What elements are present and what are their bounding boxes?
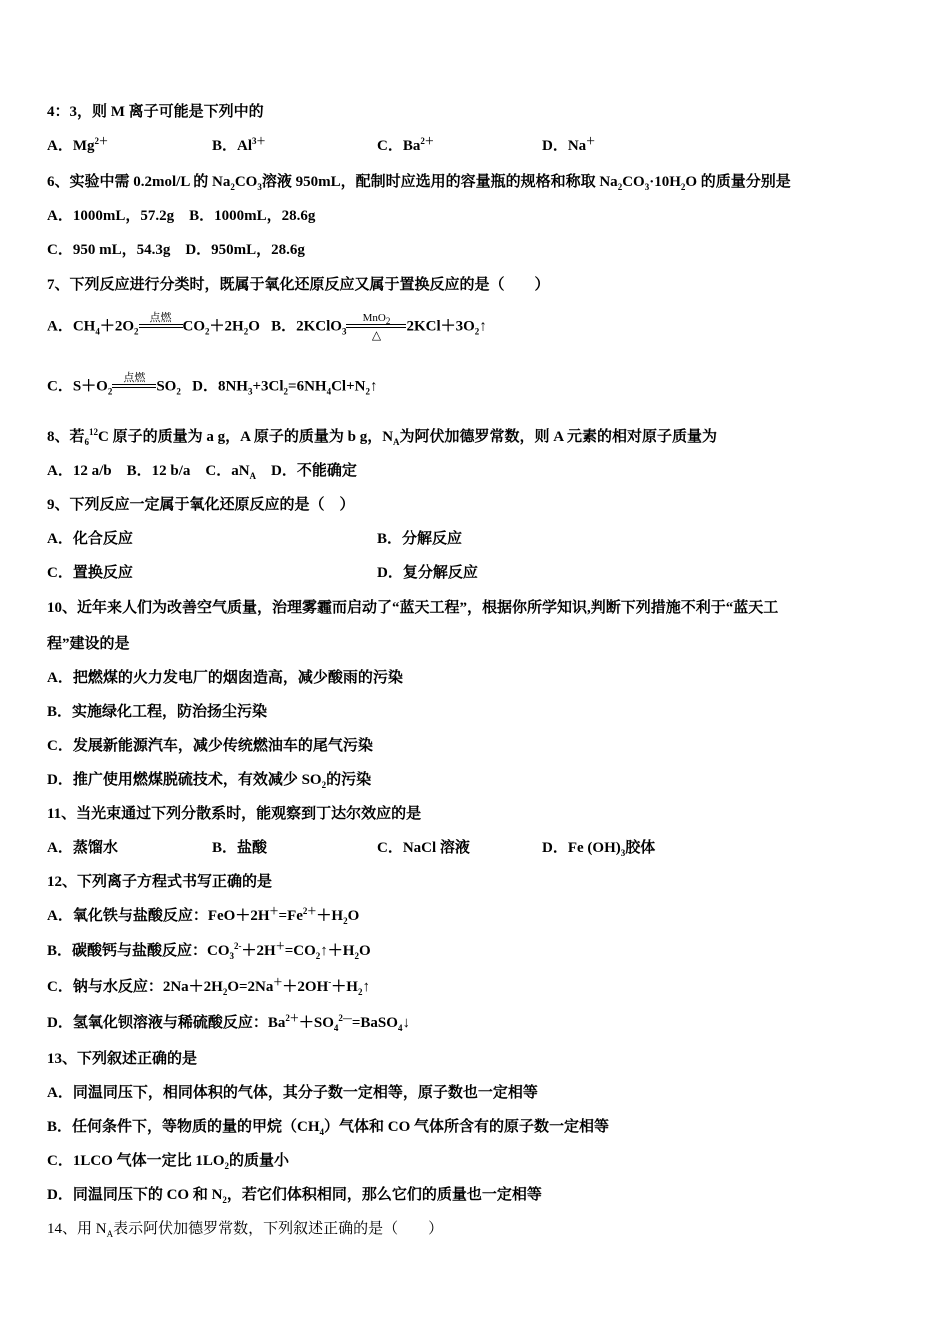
q12-option-b: B．碳酸钙与盐酸反应：$CO_3^{2-}+2H^+=CO_2↑+H_2O$ [47,941,371,961]
q10-stem-line2: 程”建设的是 [47,636,130,652]
q6-options-cd: C．950 mL，54.3g D．950mL，28.6g [47,242,305,258]
q5-option-b: B．$Al^{3+}$ [212,136,266,154]
q12-option-a: A．氧化铁与盐酸反应：$FeO+2H^+=Fe^{2+}+H_2O$ [47,906,360,926]
q12-stem: 12、下列离子方程式书写正确的是 [47,874,273,890]
q12-option-d: D．氢氧化钡溶液与稀硫酸反应：$Ba^{2+}+SO_4^{2—}=BaSO_4↓$ [47,1013,410,1033]
q11-option-d: D．Fe $(OH)_3$胶体 [542,840,656,858]
q10-option-b: B．实施绿化工程，防治扬尘污染 [47,704,268,720]
q13-option-b: B．任何条件下，等物质的量的甲烷$(CH_4)$气体和 CO 气体所含有的原子数一定相等 [47,1119,610,1137]
q13-option-a: A．同温同压下，相同体积的气体，其分子数一定相等，原子数也一定相等 [47,1085,538,1101]
q8-options: A．12 a/b B．12 b/a C．$aN_A$ D．不能确定 [47,463,357,481]
q5-stem-tail: 4：3，则 M 离子可能是下列中的 [47,104,264,120]
q6-stem: 6、实验中需 0.2mol/L 的 $Na_2CO_3$溶液 950mL，配制时应选用的容量瓶的规格和称取 $Na_2CO_3\cdot 10H_2O$ 的质量分别是 [47,174,791,192]
q5-option-c: C．$Ba^{2+}$ [377,136,434,154]
q9-option-b: B．分解反应 [377,531,463,547]
q10-stem-line1: 10、近年来人们为改善空气质量，治理雾霾而启动了“蓝天工程”，根据你所学知识,判断下列措施不利于“蓝天工 [47,600,779,616]
q5-option-a: A．$Mg^{2+}$ [47,136,109,154]
q9-option-a: A．化合反应 [47,531,133,547]
q11-option-c: C．NaCl 溶液 [377,840,470,856]
q6-options-ab: A．1000mL，57.2g B．1000mL，28.6g [47,208,316,224]
q7-a-condition: 点燃 [139,312,183,342]
q9-option-c: C．置换反应 [47,565,133,581]
q11-stem: 11、当光束通过下列分散系时，能观察到丁达尔效应的是 [47,806,422,822]
q7-options-cd: C．$S+O_2$ 点燃 $SO_2$ D．$8NH_3+3Cl_2=6NH_4Cl+N_2↑$ [47,372,377,402]
q11-option-b: B．盐酸 [212,840,268,856]
q7-stem: 7、下列反应进行分类时，既属于氧化还原反应又属于置换反应的是（ ） [47,277,550,293]
q5-option-d: D．Na＋ [542,136,596,154]
q13-option-c: C．1LCO 气体一定比 $1LO_2$的质量小 [47,1153,290,1171]
q10-option-c: C．发展新能源汽车，减少传统燃油车的尾气污染 [47,738,373,754]
q10-option-d: D．推广使用燃煤脱硫技术，有效减少 $SO_2$的污染 [47,772,372,790]
q11-option-a: A．蒸馏水 [47,840,118,856]
q14-stem: 14、用 $N_A$表示阿伏加德罗常数，下列叙述正确的是（ ） [47,1221,444,1239]
q9-option-d: D．复分解反应 [377,565,478,581]
q12-option-c: C．钠与水反应：$2Na+2H_2O=2Na^++2OH^-+H_2↑$ [47,977,370,997]
q13-option-d: D．同温同压下的 CO 和 $N_2$，若它们体积相同，那么它们的质量也一定相等 [47,1187,542,1205]
q7-c-condition: 点燃 [112,372,156,402]
q7-options-ab: A．$CH_4+2O_2$ 点燃 $CO_2+2H_2O$ B．2KClO$_3$ MnO$_2$ △ $2KCl+3O_2↑$ [47,312,487,342]
q13-stem: 13、下列叙述正确的是 [47,1051,198,1067]
q7-b-condition: MnO$_2$ △ [346,312,406,342]
q8-stem: 8、若$_6^{12}$C 原子的质量为 a g，A 原子的质量为 b g，$N_A$为阿伏加德罗常数，则 A 元素的相对原子质量为 [47,427,718,447]
q10-option-a: A．把燃煤的火力发电厂的烟囱造高，减少酸雨的污染 [47,670,403,686]
q9-stem: 9、下列反应一定属于氧化还原反应的是（ ） [47,497,355,513]
